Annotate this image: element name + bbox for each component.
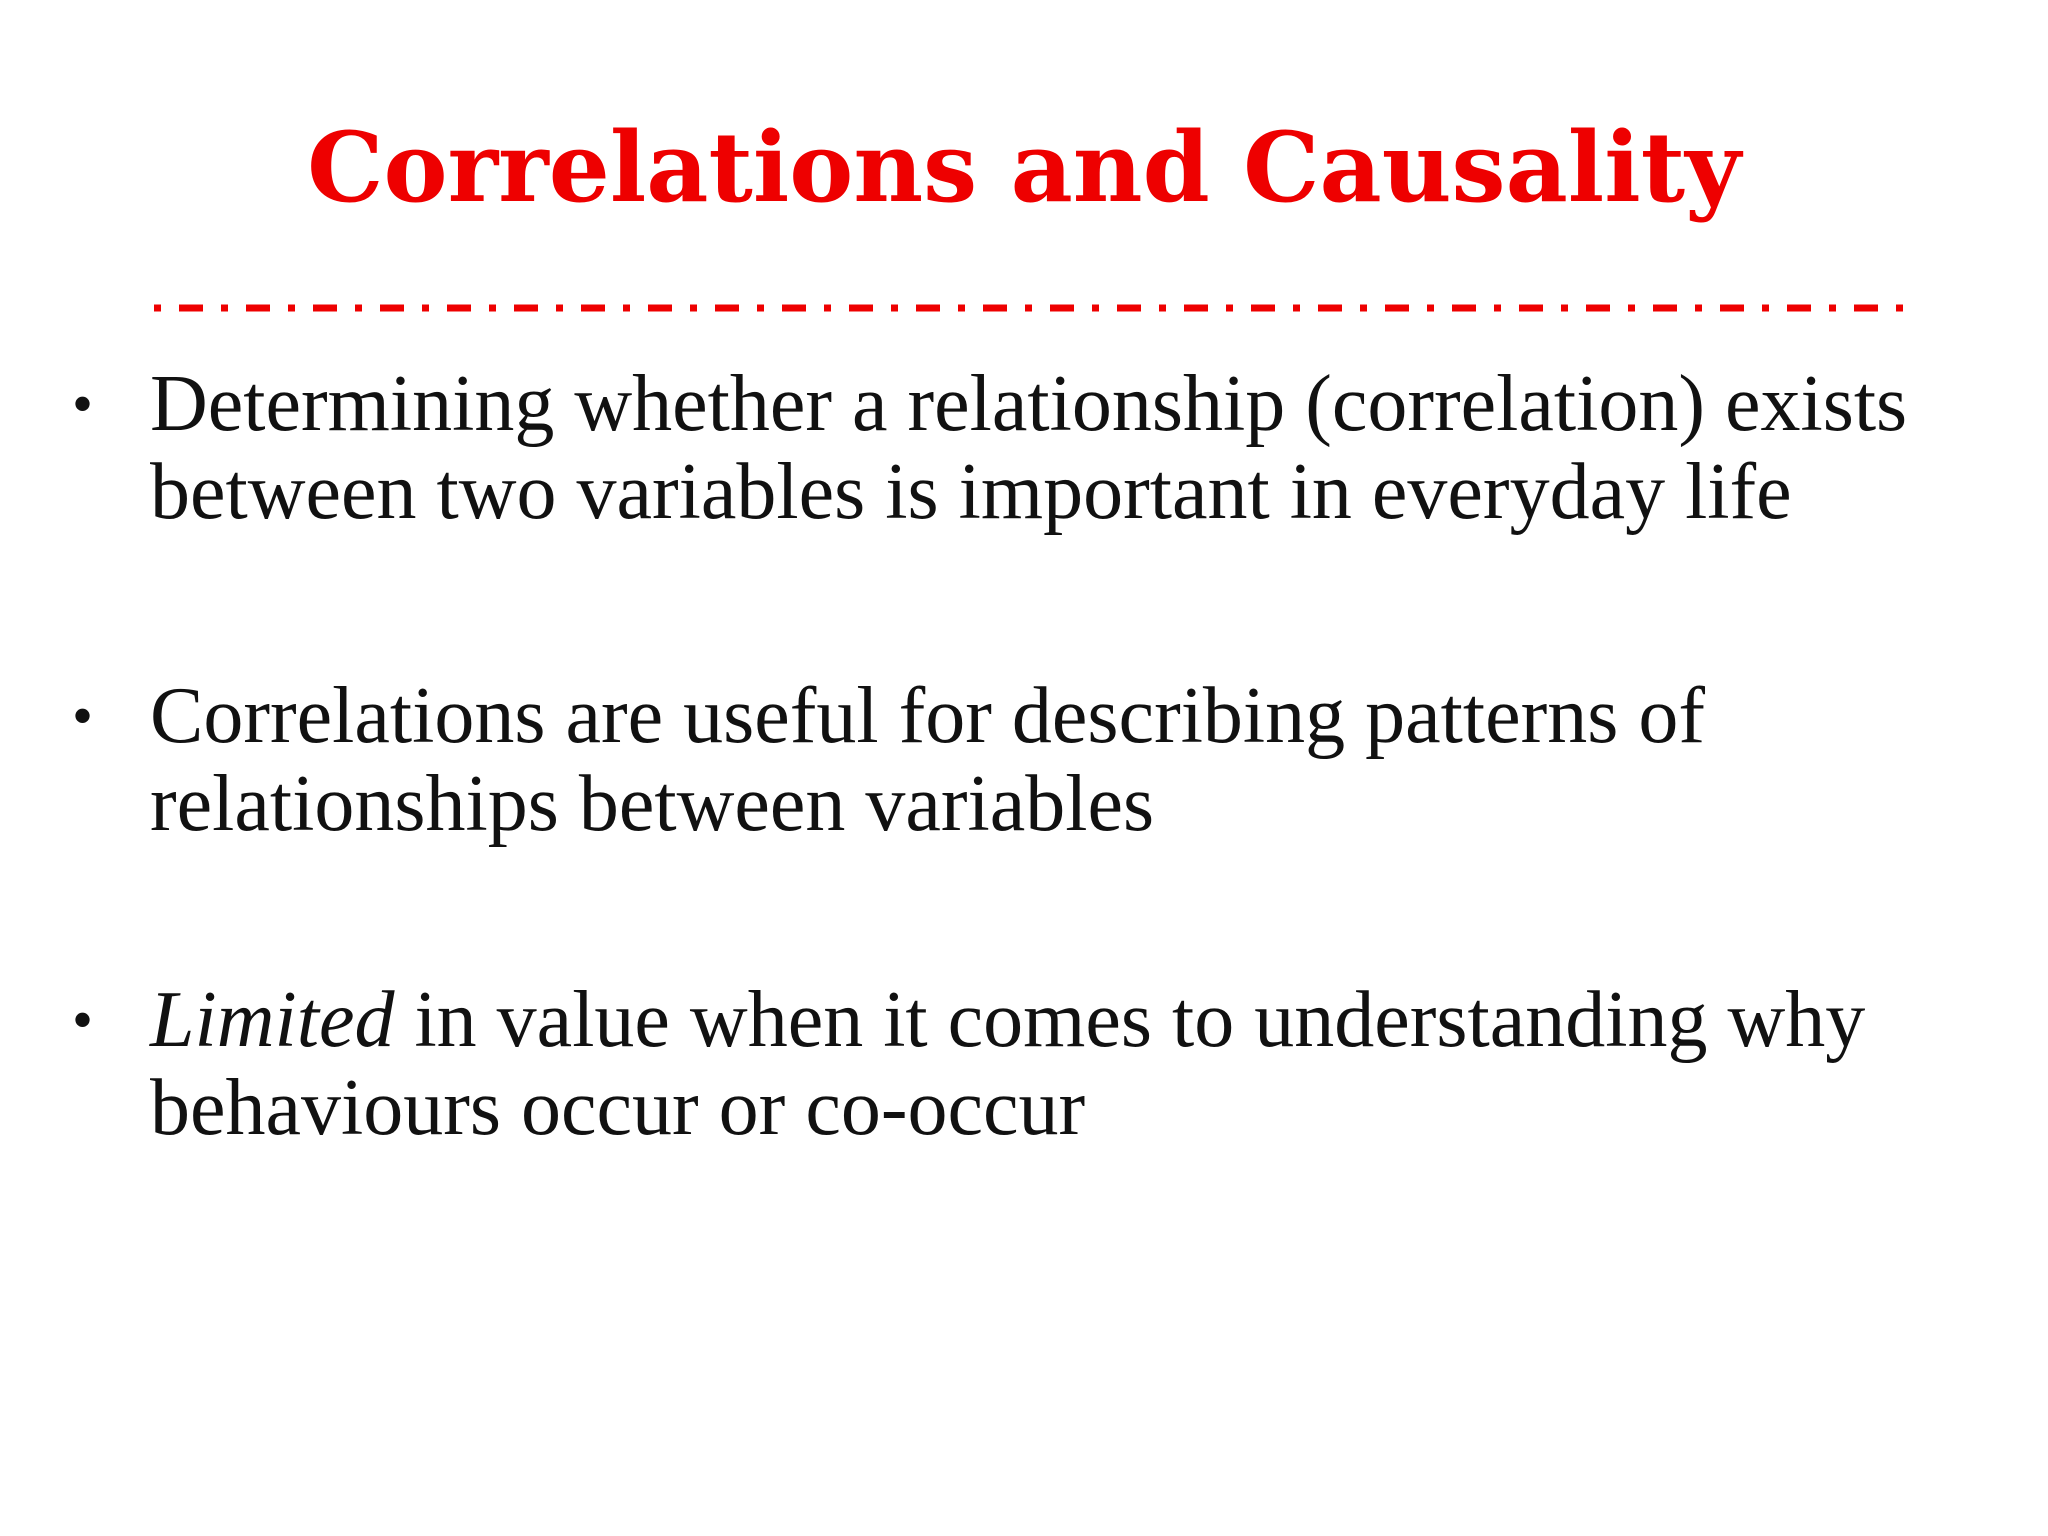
bullet-text: Correlations are useful for describing patterns of relationships between variables (150, 672, 1706, 848)
slide-title: Correlations and Causality (307, 111, 1741, 224)
bullet-emphasis: Limited (150, 976, 395, 1064)
bullet-dot-icon: • (72, 371, 94, 437)
bullet-dot-icon: • (72, 683, 94, 749)
bullet-text: in value when it comes to understanding why behaviours occur or co-occur (150, 976, 1866, 1152)
bullet-item (72, 360, 1992, 536)
bullet-text: Determining whether a relationship (correlation) exists between two variables is important in everyday life (150, 360, 1908, 536)
title-divider (150, 300, 1910, 316)
bullet-item (72, 672, 1992, 848)
bullet-item (72, 976, 1992, 1152)
bullet-list (72, 360, 1992, 1152)
bullet-dot-icon: • (72, 987, 94, 1053)
